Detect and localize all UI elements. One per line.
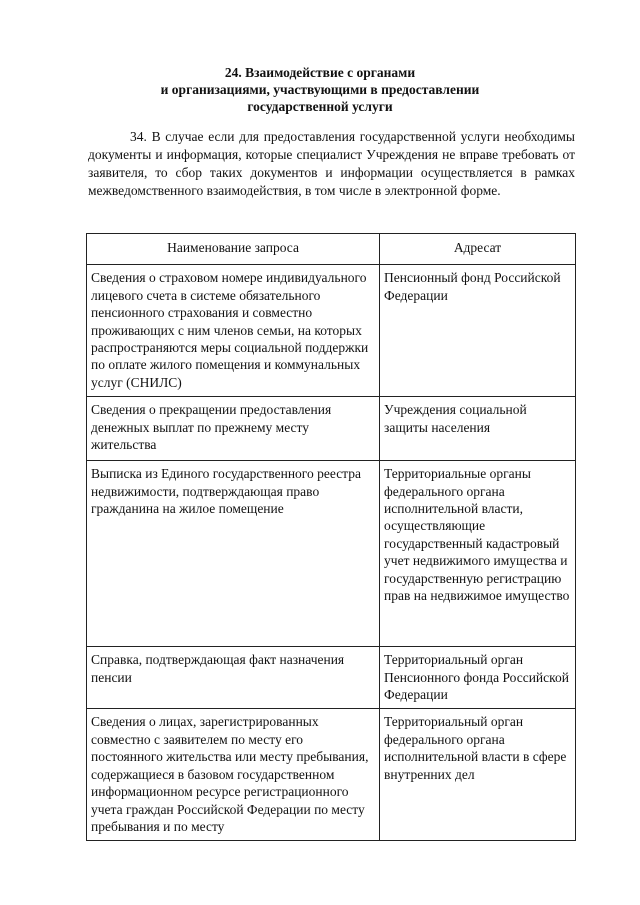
addressee-cell: Пенсионный фонд Российской Федерации <box>380 265 576 397</box>
request-cell: Сведения о лицах, зарегистрированных совместно с заявителем по месту его постоянного жительства или месту пребывания, содержащиеся в базовом государственном информационном ресурсе регистрационного учета граждан Российской Федерации по месту пребывания и по месту <box>87 709 380 841</box>
request-cell: Справка, подтверждающая факт назначения пенсии <box>87 647 380 709</box>
request-cell: Сведения о прекращении предоставления денежных выплат по прежнему месту жительства <box>87 397 380 461</box>
table-header-row <box>87 234 576 265</box>
header-addressee: Адресат <box>380 234 576 265</box>
paragraph-34: 34. В случае если для предоставления государственной услуги необходимы документы и информация, которые специалист Учреждения не вправе требовать от заявителя, то сбор таких документов и информации осуществляется в рамках межведомственного взаимодействия, в том числе в электронной форме. <box>88 129 575 198</box>
table-row <box>87 397 576 461</box>
section-heading-line-3: государственной услуги <box>247 99 393 114</box>
requests-table <box>86 233 576 841</box>
addressee-cell: Учреждения социальной защиты населения <box>380 397 576 461</box>
table-row <box>87 647 576 709</box>
request-cell: Выписка из Единого государственного реестра недвижимости, подтверждающая право гражданина на жилое помещение <box>87 461 380 647</box>
addressee-cell: Территориальный орган Пенсионного фонда Российской Федерации <box>380 647 576 709</box>
section-heading-line-2: и организациями, участвующими в предоставлении <box>160 82 480 97</box>
table-row <box>87 265 576 397</box>
table-row <box>87 461 576 647</box>
section-heading-line-1: 24. Взаимодействие с органами <box>224 65 416 80</box>
header-request-name: Наименование запроса <box>87 234 380 265</box>
addressee-cell: Территориальный орган федерального органа исполнительной власти в сфере внутренних дел <box>380 709 576 841</box>
table-row <box>87 709 576 841</box>
section-heading <box>60 64 580 115</box>
addressee-cell: Территориальные органы федерального органа исполнительной власти, осуществляющие государственный кадастровый учет недвижимого имущества и государственную регистрацию прав на недвижимое имущество <box>380 461 576 647</box>
request-cell: Сведения о страховом номере индивидуального лицевого счета в системе обязательного пенсионного страхования и совместно проживающих с ним членов семьи, на которых распространяются меры социальной поддержки по оплате жилого помещения и коммунальных услуг (СНИЛС) <box>87 265 380 397</box>
